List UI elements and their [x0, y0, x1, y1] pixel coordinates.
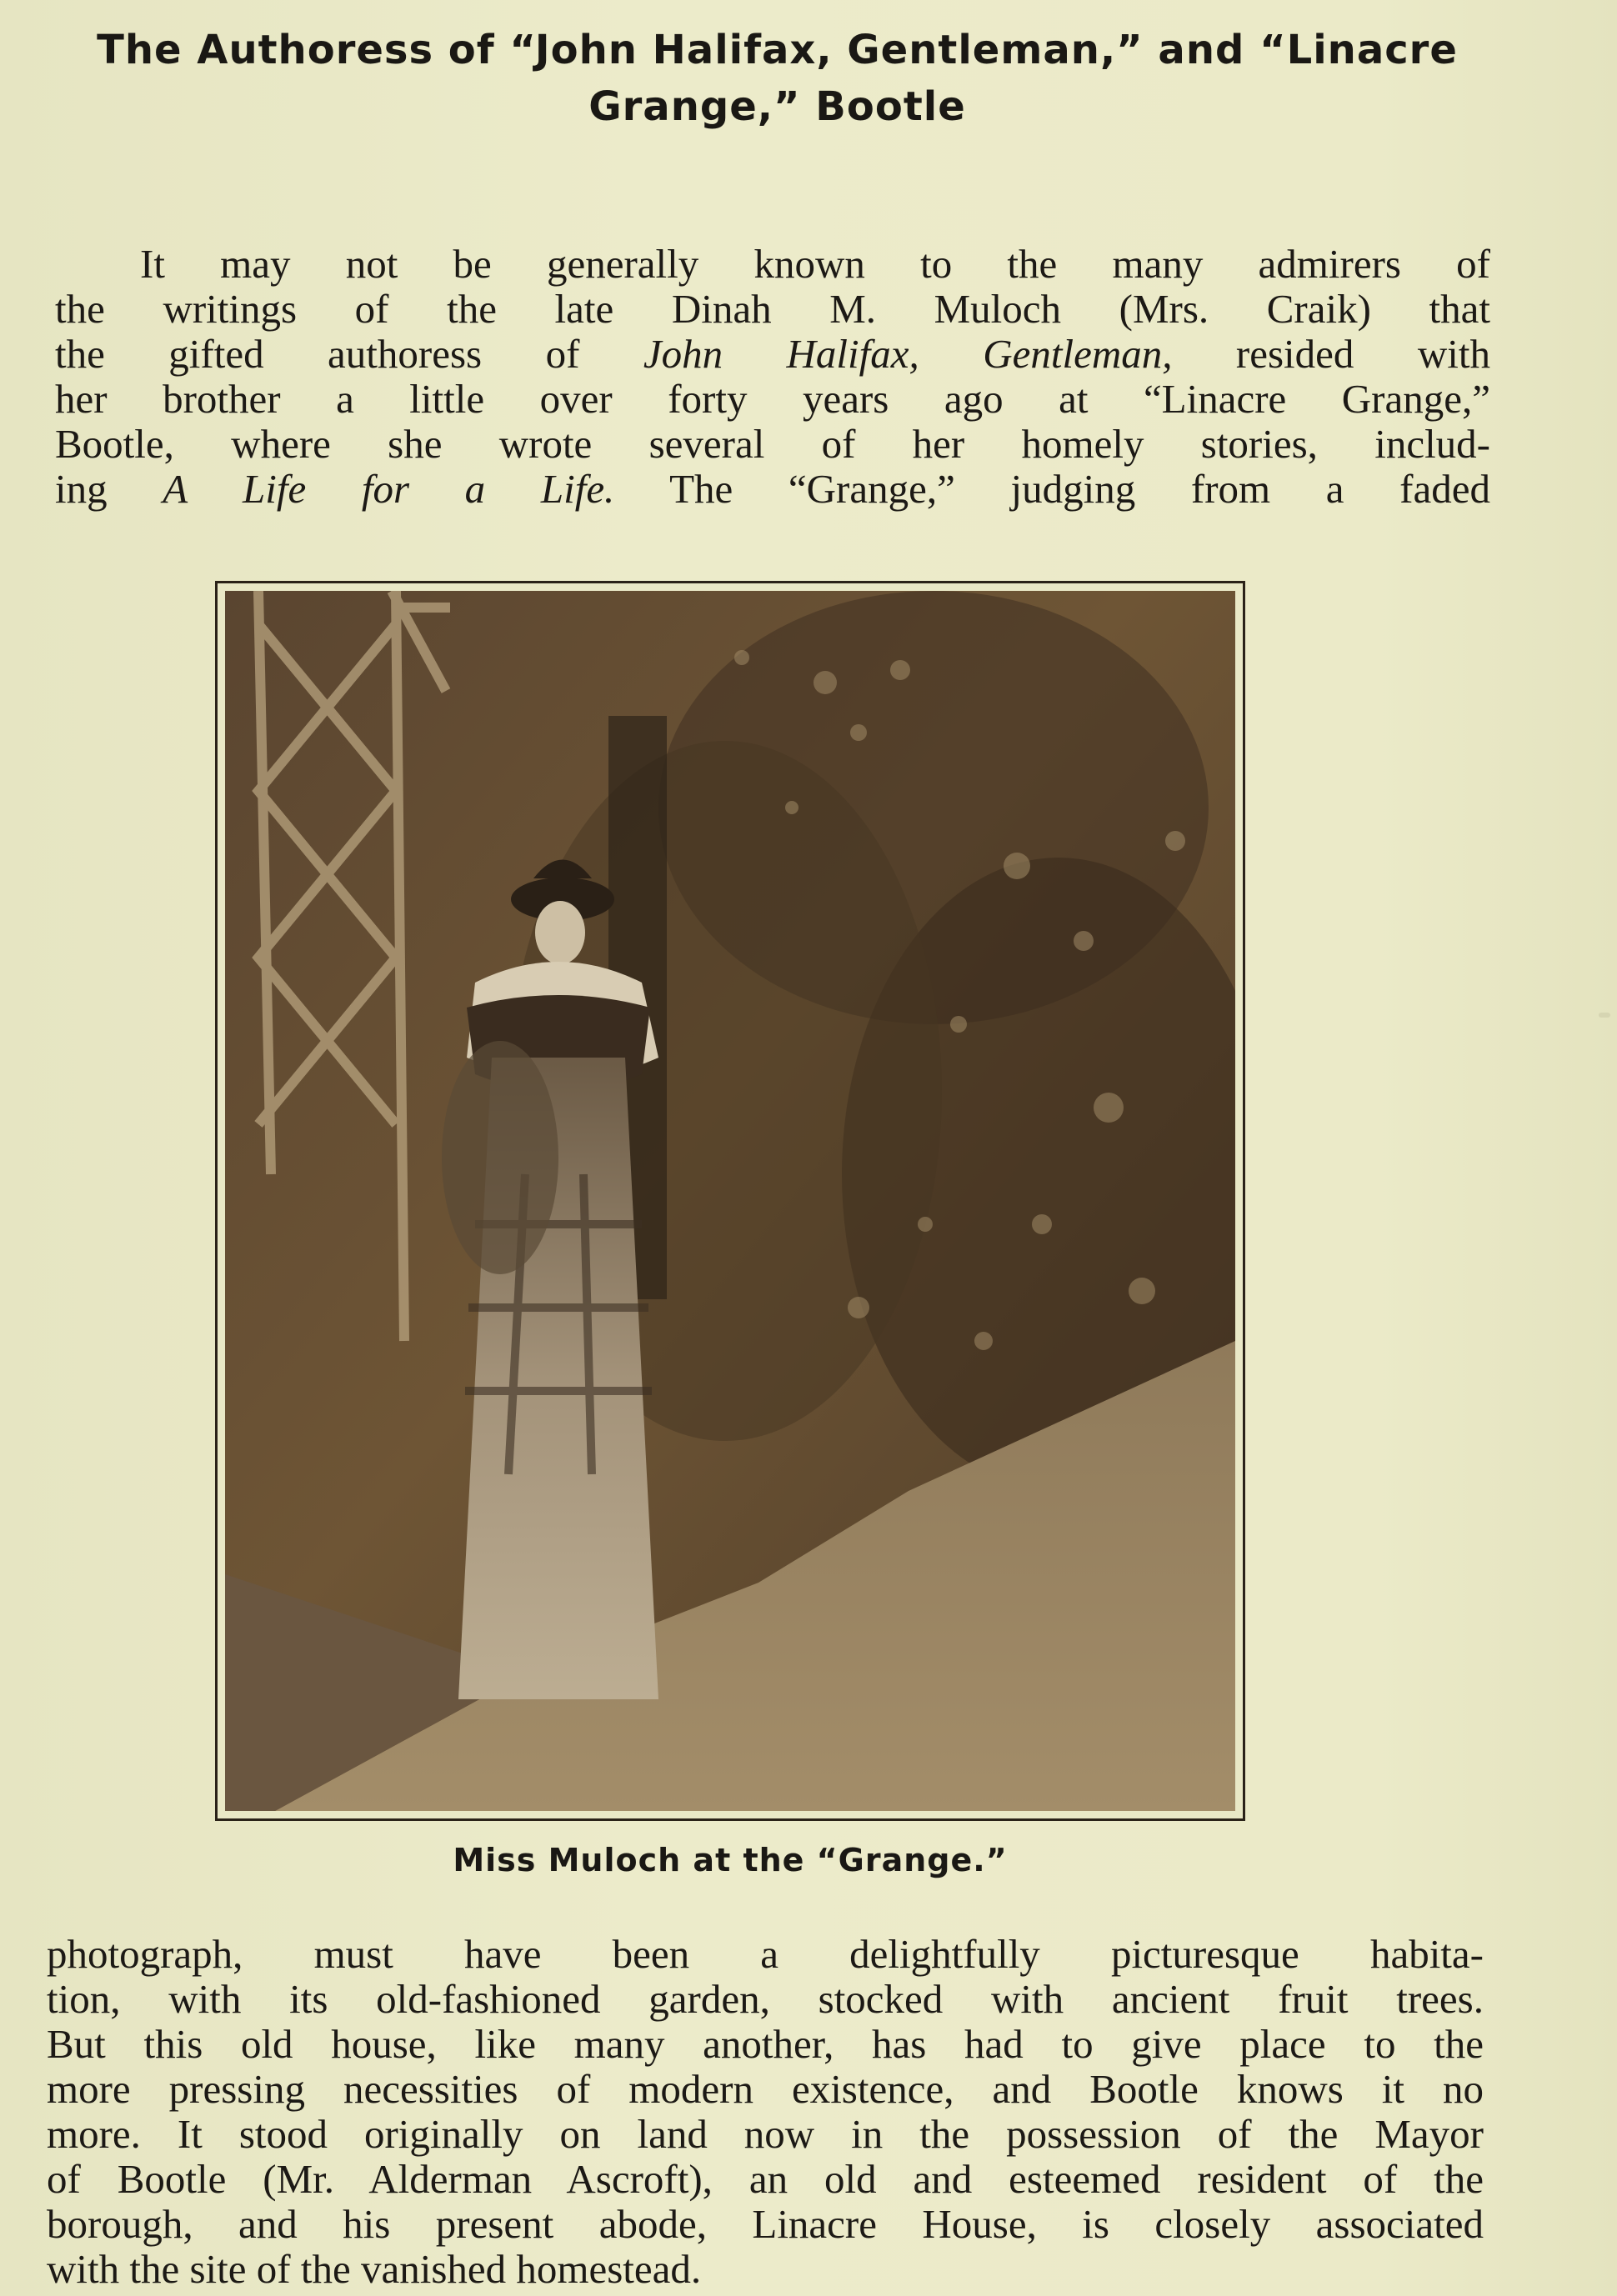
photograph-caption: Miss Muloch at the “Grange.”: [453, 1842, 1008, 1878]
paragraph-line-text: ing: [55, 466, 108, 512]
paragraph-line: [55, 467, 1490, 512]
paragraph-line: Bootle, where she wrote several of her homely stories, includ-: [55, 421, 1490, 467]
paragraph-line: borough, and his present abode, Linacre House, is closely associated: [47, 2201, 1484, 2247]
paragraph-line: But this old house, like many another, has had to give place to the: [47, 2021, 1484, 2067]
photograph-miss-muloch: [225, 591, 1235, 1811]
article-title-line-2: Grange,” Bootle: [588, 83, 966, 130]
paragraph-line: of Bootle (Mr. Alderman Ascroft), an old and esteemed resident of the: [47, 2156, 1484, 2202]
paragraph-line-text: the gifted authoress of: [55, 331, 580, 377]
opening-paragraph: [55, 242, 1490, 512]
book-title-john-halifax: John Halifax, Gentleman,: [643, 331, 1173, 377]
closing-paragraph: [47, 1932, 1484, 2292]
paragraph-line: [55, 332, 1490, 377]
paragraph-line: tion, with its old-fashioned garden, stocked with ancient fruit trees.: [47, 1976, 1484, 2022]
paragraph-line: more. It stood originally on land now in the possession of the Mayor: [47, 2111, 1484, 2157]
photograph-frame: [215, 581, 1245, 1821]
paragraph-line-text: The “Grange,” judging from a faded: [669, 466, 1490, 512]
book-title-a-life-for-a-life: A Life for a Life.: [163, 466, 615, 512]
paragraph-line-text: resided with: [1235, 331, 1490, 377]
paragraph-line: photograph, must have been a delightfully picturesque habita-: [47, 1931, 1484, 1977]
paragraph-line: her brother a little over forty years ago at “Linacre Grange,”: [55, 376, 1490, 422]
paragraph-line: the writings of the late Dinah M. Muloch (Mrs. Craik) that: [55, 286, 1490, 332]
article-title-line-1: The Authoress of “John Halifax, Gentleman,” and “Linacre: [97, 27, 1458, 73]
paragraph-line: more pressing necessities of modern existence, and Bootle knows it no: [47, 2066, 1484, 2112]
page-edge-mark: [1599, 1013, 1610, 1018]
paragraph-line: with the site of the vanished homestead.: [47, 2246, 702, 2292]
article-title: [50, 22, 1504, 135]
paragraph-line: It may not be generally known to the many admirers of: [140, 241, 1490, 287]
